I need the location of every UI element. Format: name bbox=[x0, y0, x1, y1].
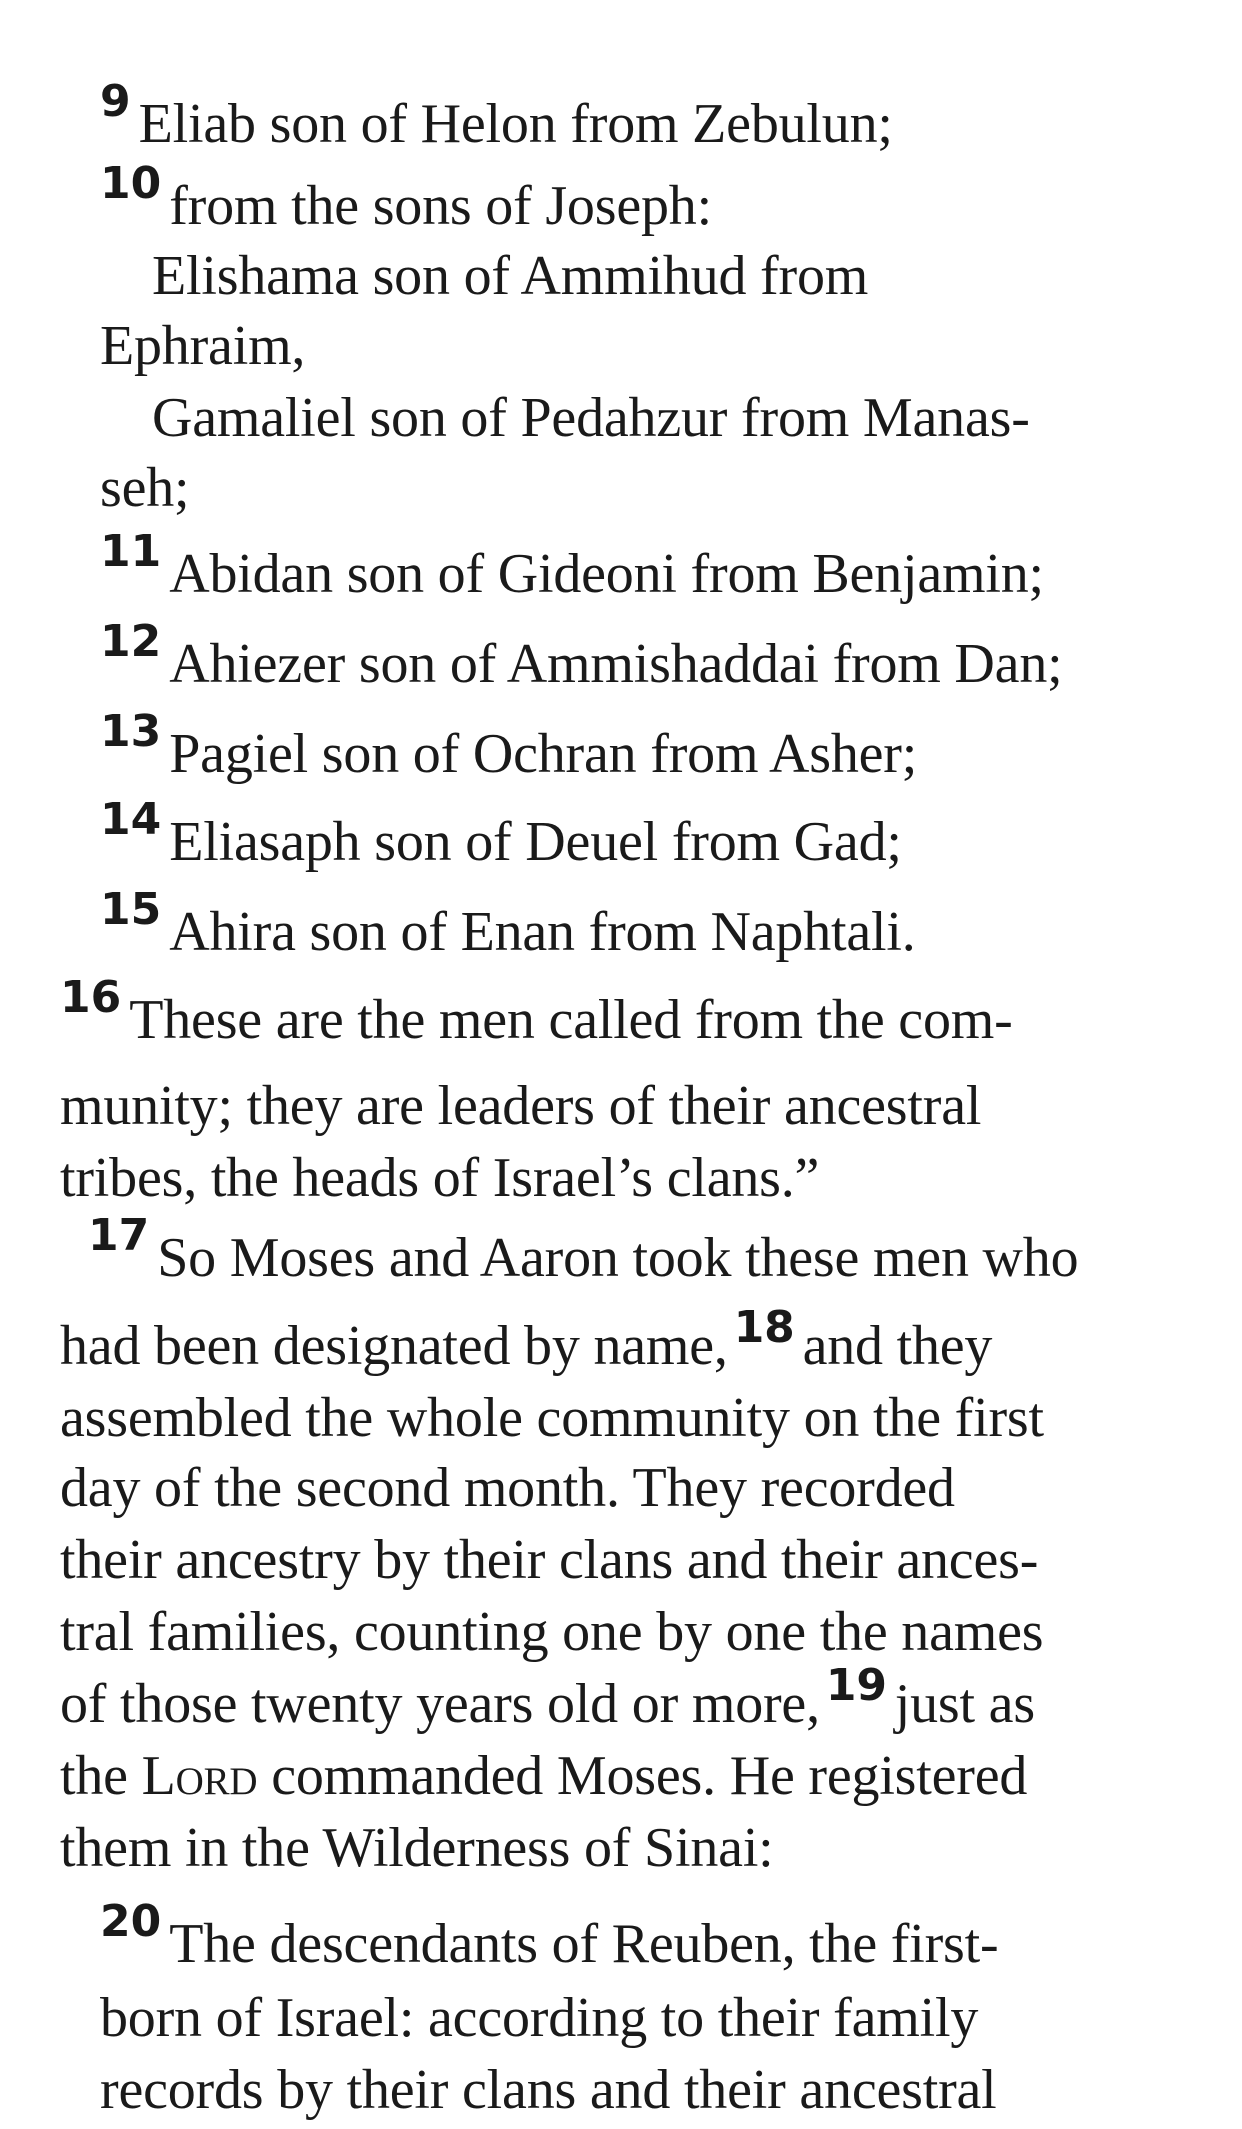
verse-number: 13 bbox=[100, 706, 162, 757]
verse-number: 17 bbox=[88, 1210, 150, 1261]
verse-text: Gamaliel son of Pedahzur from Manas- bbox=[152, 387, 1030, 449]
verse-18-line-5 bbox=[60, 1524, 1038, 1596]
verse-10-line-1 bbox=[100, 158, 712, 246]
verse-text: day of the second month. They recorded bbox=[60, 1457, 955, 1519]
verse-10-line-3 bbox=[100, 310, 305, 382]
verse-text: their ancestry by their clans and their ances- bbox=[60, 1529, 1039, 1591]
verse-text: seh; bbox=[100, 457, 190, 519]
verse-text: Pagiel son of Ochran from Asher; bbox=[169, 723, 918, 785]
verse-text: Abidan son of Gideoni from Benjamin; bbox=[169, 543, 1044, 605]
verse-text: of those twenty years old or more, bbox=[60, 1673, 820, 1735]
verse-number: 15 bbox=[100, 884, 162, 935]
verse-20-line-2 bbox=[100, 1982, 978, 2054]
verse-text: Ahiezer son of Ammishaddai from Dan; bbox=[169, 633, 1063, 695]
verse-10-line-4 bbox=[152, 382, 1030, 454]
verse-16-line-1 bbox=[60, 972, 1013, 1060]
verse-15-line bbox=[100, 884, 916, 972]
verse-text: tribes, the heads of Israel’s clans.” bbox=[60, 1147, 820, 1209]
verse-text: from the sons of Joseph: bbox=[169, 175, 712, 237]
verse-9-line bbox=[100, 76, 893, 164]
verse-20-line-3 bbox=[100, 2054, 997, 2126]
verse-12-line bbox=[100, 616, 1063, 704]
verse-16-line-2 bbox=[60, 1070, 981, 1142]
verse-text: tral families, counting one by one the names bbox=[60, 1601, 1044, 1663]
verse-10-line-5 bbox=[100, 452, 189, 524]
verse-number: 16 bbox=[60, 972, 122, 1023]
verse-20-line-1 bbox=[100, 1896, 999, 1984]
verse-text: Eliab son of Helon from Zebulun; bbox=[138, 93, 893, 155]
verse-18-line-3 bbox=[60, 1382, 1044, 1454]
verse-text: commanded Moses. He registered bbox=[271, 1745, 1028, 1807]
verse-17-line-2 bbox=[60, 1302, 993, 1386]
verse-text: records by their clans and their ancestral bbox=[100, 2059, 997, 2121]
verse-text: the bbox=[60, 1745, 128, 1807]
verse-14-line bbox=[100, 794, 902, 882]
verse-number: 10 bbox=[100, 158, 162, 209]
verse-number: 9 bbox=[100, 76, 131, 127]
verse-text: The descendants of Reuben, the first- bbox=[169, 1913, 999, 1975]
verse-13-line bbox=[100, 706, 918, 794]
verse-number: 20 bbox=[100, 1896, 162, 1947]
verse-text: Ahira son of Enan from Naphtali. bbox=[169, 901, 916, 963]
verse-number: 18 bbox=[733, 1302, 795, 1353]
verse-text: munity; they are leaders of their ancestral bbox=[60, 1075, 982, 1137]
verse-text: and they bbox=[802, 1315, 993, 1377]
verse-text: born of Israel: according to their family bbox=[100, 1987, 979, 2049]
verse-text: them in the Wilderness of Sinai: bbox=[60, 1817, 774, 1879]
verse-number: 14 bbox=[100, 794, 162, 845]
verse-text: just as bbox=[894, 1673, 1035, 1735]
verse-18-line-6 bbox=[60, 1596, 1043, 1668]
verse-text: assembled the whole community on the first bbox=[60, 1387, 1044, 1449]
verse-19-line-9 bbox=[60, 1812, 774, 1884]
verse-18-line-4 bbox=[60, 1452, 955, 1524]
verse-text: So Moses and Aaron took these men who bbox=[157, 1227, 1079, 1289]
verse-text: Eliasaph son of Deuel from Gad; bbox=[169, 811, 902, 873]
verse-number: 12 bbox=[100, 616, 162, 667]
verse-text: These are the men called from the com- bbox=[129, 989, 1013, 1051]
verse-17-line-1 bbox=[88, 1210, 1079, 1298]
verse-text: Ephraim, bbox=[100, 315, 306, 377]
verse-11-line bbox=[100, 526, 1044, 614]
verse-10-line-2 bbox=[152, 240, 868, 312]
verse-text: Elishama son of Ammihud from bbox=[152, 245, 869, 307]
verse-number: 19 bbox=[825, 1660, 887, 1711]
verse-number: 11 bbox=[100, 526, 162, 577]
verse-19-line-8 bbox=[60, 1740, 1027, 1812]
verse-text: had been designated by name, bbox=[60, 1315, 728, 1377]
verse-18-line-7 bbox=[60, 1660, 1035, 1744]
verse-16-line-3 bbox=[60, 1142, 819, 1214]
divine-name-lord: Lord bbox=[141, 1745, 258, 1807]
